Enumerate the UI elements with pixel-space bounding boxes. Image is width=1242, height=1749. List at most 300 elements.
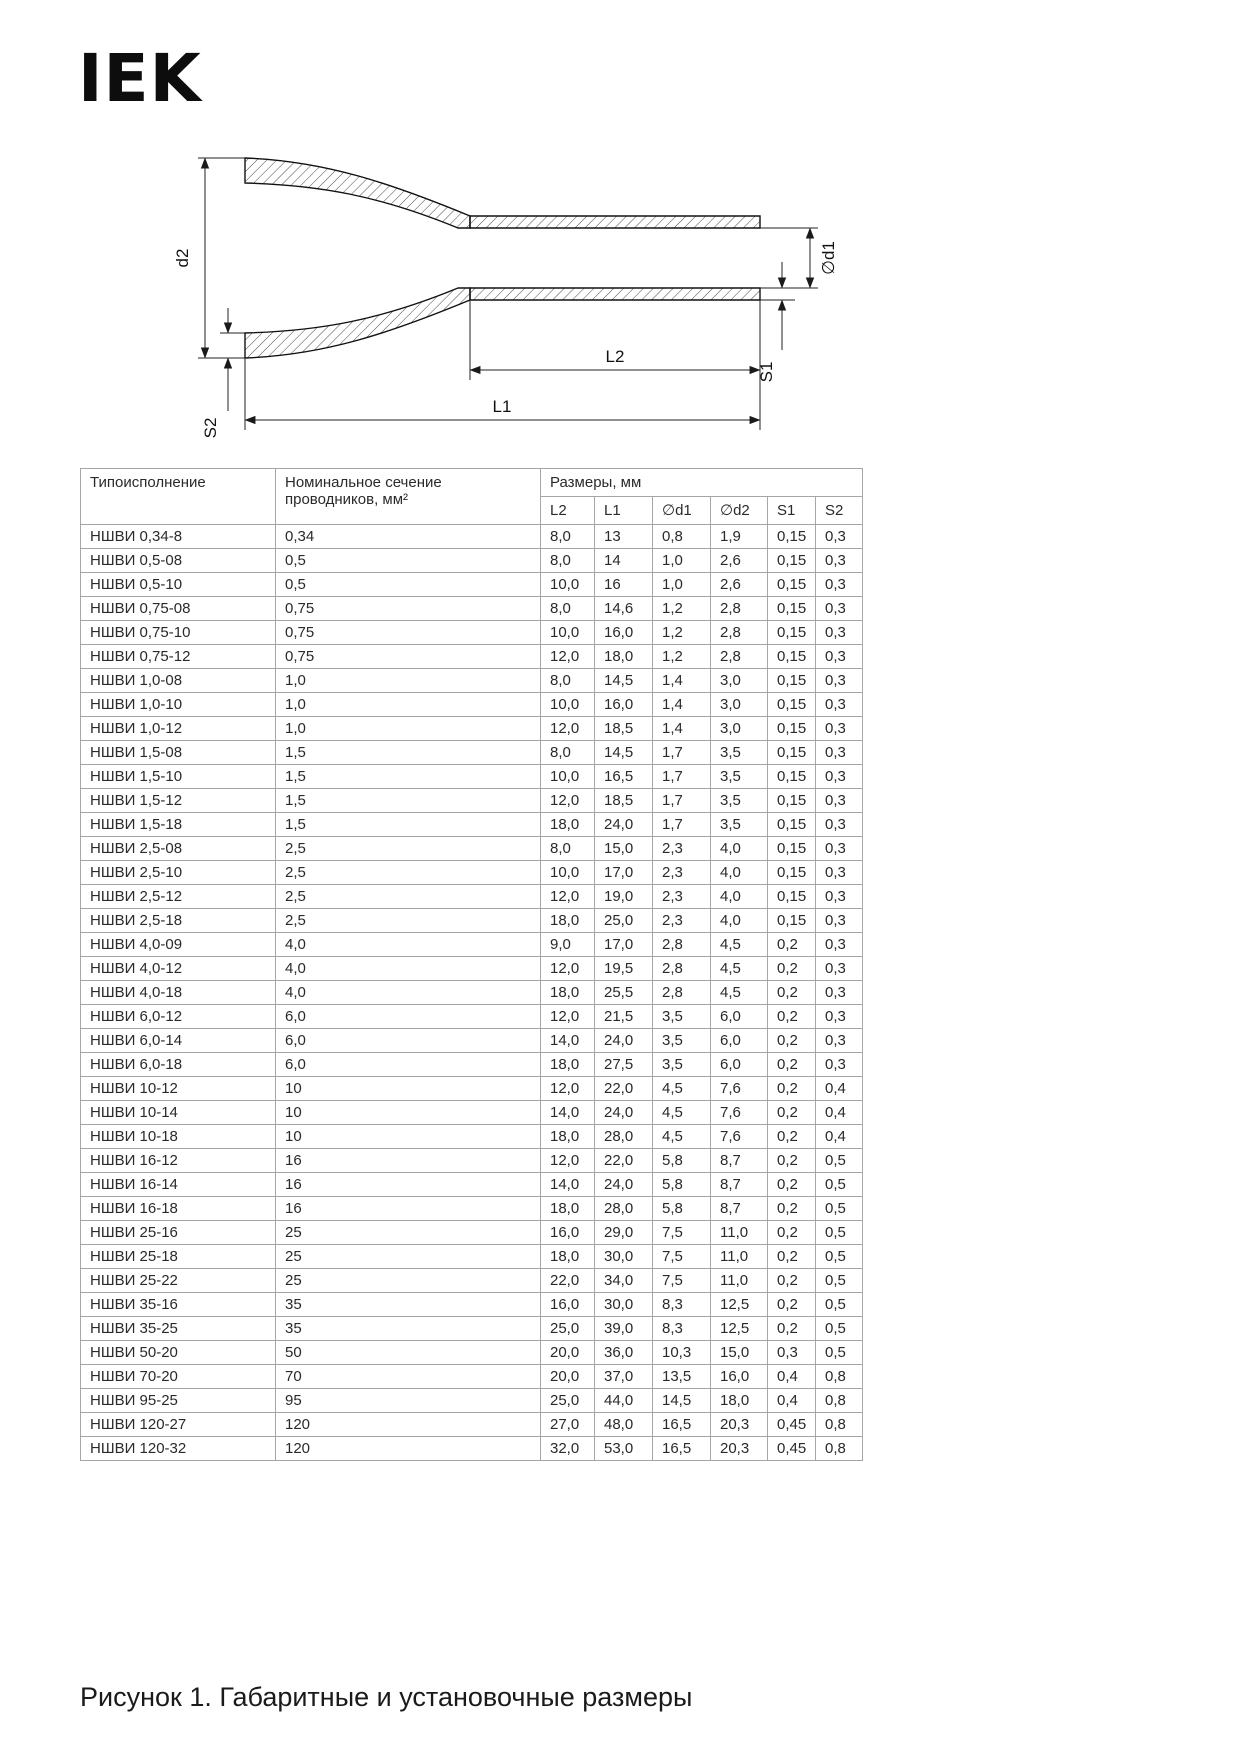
table-cell: 12,0	[541, 645, 595, 669]
table-cell: НШВИ 70-20	[81, 1365, 276, 1389]
table-cell: 0,3	[816, 789, 863, 813]
table-cell: 18,0	[541, 1197, 595, 1221]
figure-caption: Рисунок 1. Габаритные и установочные размеры	[80, 1682, 693, 1712]
table-cell: 12,0	[541, 1077, 595, 1101]
table-row	[81, 549, 863, 573]
table-cell: 0,5	[816, 1293, 863, 1317]
table-cell: 2,8	[711, 597, 768, 621]
table-cell: 18,0	[711, 1389, 768, 1413]
table-cell: 6,0	[276, 1053, 541, 1077]
table-cell: 8,0	[541, 669, 595, 693]
table-cell: 0,5	[816, 1317, 863, 1341]
table-cell: 10	[276, 1125, 541, 1149]
table-cell: 4,5	[653, 1101, 711, 1125]
header-d2: ∅d2	[711, 497, 768, 525]
table-cell: 2,5	[276, 909, 541, 933]
table-cell: 10,0	[541, 573, 595, 597]
table-cell: 0,15	[768, 525, 816, 549]
table-cell: 0,2	[768, 1269, 816, 1293]
table-cell: 4,5	[711, 957, 768, 981]
table-cell: 4,5	[711, 933, 768, 957]
table-cell: НШВИ 10-12	[81, 1077, 276, 1101]
table-cell: 25,0	[541, 1389, 595, 1413]
table-cell: 50	[276, 1341, 541, 1365]
dim-label-s1: S1	[757, 361, 776, 383]
table-cell: 3,5	[711, 813, 768, 837]
table-cell: 0,75	[276, 621, 541, 645]
table-cell: 4,0	[276, 957, 541, 981]
table-row	[81, 1149, 863, 1173]
table-cell: 0,45	[768, 1437, 816, 1461]
table-cell: 0,2	[768, 1077, 816, 1101]
table-row	[81, 765, 863, 789]
table-cell: 7,5	[653, 1269, 711, 1293]
table-cell: 16,0	[711, 1365, 768, 1389]
table-cell: 1,0	[653, 549, 711, 573]
table-cell: 8,7	[711, 1149, 768, 1173]
table-cell: 20,0	[541, 1341, 595, 1365]
table-cell: 6,0	[711, 1053, 768, 1077]
table-cell: 8,0	[541, 525, 595, 549]
table-cell: 0,75	[276, 597, 541, 621]
table-cell: 24,0	[595, 813, 653, 837]
table-cell: 1,7	[653, 813, 711, 837]
table-cell: 7,6	[711, 1101, 768, 1125]
table-cell: 19,0	[595, 885, 653, 909]
table-cell: 1,2	[653, 621, 711, 645]
table-cell: 0,45	[768, 1413, 816, 1437]
table-cell: 0,2	[768, 981, 816, 1005]
table-cell: НШВИ 4,0-09	[81, 933, 276, 957]
table-cell: НШВИ 35-16	[81, 1293, 276, 1317]
table-cell: 0,3	[816, 933, 863, 957]
table-cell: НШВИ 1,5-08	[81, 741, 276, 765]
table-cell: 0,15	[768, 717, 816, 741]
header-type: Типоисполнение	[81, 469, 276, 525]
table-cell: 0,2	[768, 1125, 816, 1149]
table-cell: 0,3	[816, 573, 863, 597]
table-cell: 3,5	[711, 789, 768, 813]
table-head	[81, 469, 863, 525]
table-cell: 11,0	[711, 1221, 768, 1245]
table-cell: 1,7	[653, 789, 711, 813]
table-cell: 16,0	[595, 693, 653, 717]
table-cell: 27,5	[595, 1053, 653, 1077]
table-cell: НШВИ 120-27	[81, 1413, 276, 1437]
table-cell: 32,0	[541, 1437, 595, 1461]
table-cell: НШВИ 6,0-18	[81, 1053, 276, 1077]
table-cell: 1,2	[653, 597, 711, 621]
table-cell: НШВИ 1,5-10	[81, 765, 276, 789]
table-row	[81, 1317, 863, 1341]
table-cell: 5,8	[653, 1173, 711, 1197]
table-cell: 20,3	[711, 1413, 768, 1437]
table-row	[81, 861, 863, 885]
table-cell: 20,3	[711, 1437, 768, 1461]
table-row	[81, 813, 863, 837]
table-row	[81, 789, 863, 813]
table-cell: 4,5	[653, 1125, 711, 1149]
table-cell: 14	[595, 549, 653, 573]
table-cell: 37,0	[595, 1365, 653, 1389]
table-cell: 24,0	[595, 1029, 653, 1053]
table-cell: 0,4	[816, 1125, 863, 1149]
table-cell: 11,0	[711, 1245, 768, 1269]
table-cell: 5,8	[653, 1149, 711, 1173]
table-cell: 0,2	[768, 1005, 816, 1029]
table-cell: НШВИ 35-25	[81, 1317, 276, 1341]
table-cell: 0,3	[816, 597, 863, 621]
table-cell: НШВИ 16-14	[81, 1173, 276, 1197]
table-cell: 22,0	[595, 1149, 653, 1173]
table-cell: НШВИ 0,75-12	[81, 645, 276, 669]
table-cell: 48,0	[595, 1413, 653, 1437]
table-cell: 25	[276, 1269, 541, 1293]
table-cell: 0,3	[816, 693, 863, 717]
table-cell: НШВИ 4,0-18	[81, 981, 276, 1005]
table-cell: 1,0	[276, 693, 541, 717]
table-cell: 1,4	[653, 693, 711, 717]
table-cell: 1,4	[653, 669, 711, 693]
table-cell: 0,3	[816, 957, 863, 981]
table-cell: 0,4	[768, 1389, 816, 1413]
table-cell: 0,3	[816, 861, 863, 885]
table-row	[81, 1053, 863, 1077]
table-row	[81, 1341, 863, 1365]
table-cell: 0,15	[768, 549, 816, 573]
table-cell: 0,3	[816, 1053, 863, 1077]
table-cell: 2,8	[711, 645, 768, 669]
table-cell: 2,3	[653, 837, 711, 861]
table-cell: 0,5	[816, 1173, 863, 1197]
table-cell: 14,5	[595, 669, 653, 693]
table-cell: НШВИ 120-32	[81, 1437, 276, 1461]
table-cell: 1,0	[653, 573, 711, 597]
table-row	[81, 1173, 863, 1197]
table-row	[81, 1389, 863, 1413]
table-cell: НШВИ 1,5-18	[81, 813, 276, 837]
table-cell: 0,3	[816, 669, 863, 693]
table-cell: 0,3	[816, 981, 863, 1005]
table-cell: 0,3	[816, 813, 863, 837]
table-row	[81, 957, 863, 981]
table-cell: 29,0	[595, 1221, 653, 1245]
table-cell: 14,6	[595, 597, 653, 621]
table-cell: 5,8	[653, 1197, 711, 1221]
table-cell: 25	[276, 1245, 541, 1269]
table-cell: 7,6	[711, 1125, 768, 1149]
table-cell: 0,3	[816, 885, 863, 909]
table-cell: 35	[276, 1317, 541, 1341]
table-cell: 28,0	[595, 1197, 653, 1221]
table-cell: 12,0	[541, 717, 595, 741]
table-cell: 12,5	[711, 1293, 768, 1317]
tube-top-wall	[470, 216, 760, 228]
table-cell: 8,7	[711, 1173, 768, 1197]
table-cell: 18,0	[541, 981, 595, 1005]
table-cell: 6,0	[711, 1029, 768, 1053]
table-cell: 0,15	[768, 789, 816, 813]
table-cell: 0,15	[768, 861, 816, 885]
table-cell: 11,0	[711, 1269, 768, 1293]
table-row	[81, 1005, 863, 1029]
table-row	[81, 1293, 863, 1317]
table-row	[81, 1221, 863, 1245]
table-cell: 3,0	[711, 669, 768, 693]
table-row	[81, 837, 863, 861]
table-cell: 10,0	[541, 693, 595, 717]
table-row	[81, 909, 863, 933]
table-cell: 1,5	[276, 765, 541, 789]
table-cell: 16,0	[541, 1293, 595, 1317]
table-cell: 0,2	[768, 1317, 816, 1341]
table-row	[81, 693, 863, 717]
table-cell: 0,34	[276, 525, 541, 549]
header-section: Номинальное сечение проводников, мм²	[276, 469, 541, 525]
table-cell: 0,8	[653, 525, 711, 549]
table-cell: 4,0	[711, 909, 768, 933]
table-cell: 8,0	[541, 741, 595, 765]
table-row	[81, 1125, 863, 1149]
table-cell: 0,2	[768, 1029, 816, 1053]
table-cell: НШВИ 4,0-12	[81, 957, 276, 981]
table-cell: 2,5	[276, 861, 541, 885]
table-cell: 0,2	[768, 957, 816, 981]
table-cell: 0,3	[816, 909, 863, 933]
table-cell: НШВИ 2,5-10	[81, 861, 276, 885]
table-cell: 0,8	[816, 1413, 863, 1437]
table-row	[81, 1077, 863, 1101]
table-row	[81, 717, 863, 741]
table-cell: 0,15	[768, 837, 816, 861]
table-cell: 0,15	[768, 621, 816, 645]
table-cell: 1,0	[276, 717, 541, 741]
table-cell: 0,3	[816, 645, 863, 669]
table-cell: НШВИ 25-22	[81, 1269, 276, 1293]
table-cell: 7,6	[711, 1077, 768, 1101]
table-cell: 16,5	[653, 1413, 711, 1437]
table-cell: 0,5	[816, 1197, 863, 1221]
table-cell: 18,0	[541, 1125, 595, 1149]
table-cell: 1,7	[653, 765, 711, 789]
table-cell: 36,0	[595, 1341, 653, 1365]
table-cell: 2,6	[711, 549, 768, 573]
table-cell: 13,5	[653, 1365, 711, 1389]
table-cell: 30,0	[595, 1293, 653, 1317]
table-cell: 4,0	[711, 861, 768, 885]
table-cell: 25	[276, 1221, 541, 1245]
table-cell: 4,5	[653, 1077, 711, 1101]
table-row	[81, 621, 863, 645]
table-cell: 17,0	[595, 861, 653, 885]
table-cell: 8,0	[541, 549, 595, 573]
table-cell: НШВИ 10-14	[81, 1101, 276, 1125]
header-d1: ∅d1	[653, 497, 711, 525]
table-cell: 0,4	[768, 1365, 816, 1389]
dim-label-l2: L2	[605, 347, 625, 366]
table-cell: 2,3	[653, 885, 711, 909]
table-cell: 14,0	[541, 1029, 595, 1053]
table-cell: 18,5	[595, 789, 653, 813]
table-cell: 0,15	[768, 741, 816, 765]
table-cell: 1,9	[711, 525, 768, 549]
table-cell: 30,0	[595, 1245, 653, 1269]
table-cell: 25,0	[541, 1317, 595, 1341]
table-cell: 12,0	[541, 1005, 595, 1029]
table-cell: 12,0	[541, 957, 595, 981]
table-cell: 18,0	[541, 909, 595, 933]
table-cell: 0,4	[816, 1101, 863, 1125]
header-sizes: Размеры, мм	[541, 469, 863, 497]
table-cell: 17,0	[595, 933, 653, 957]
table-cell: НШВИ 10-18	[81, 1125, 276, 1149]
table-row	[81, 933, 863, 957]
table-cell: 14,0	[541, 1101, 595, 1125]
table-cell: 1,0	[276, 669, 541, 693]
table-cell: 18,0	[541, 1245, 595, 1269]
ferrule-dimension-drawing	[150, 128, 850, 458]
table-header-row-1	[81, 469, 863, 497]
header-l1: L1	[595, 497, 653, 525]
table-row	[81, 1101, 863, 1125]
table-cell: 0,2	[768, 1293, 816, 1317]
table-cell: 18,0	[595, 645, 653, 669]
table-cell: НШВИ 2,5-18	[81, 909, 276, 933]
table-cell: 0,2	[768, 1173, 816, 1197]
table-cell: 16	[276, 1149, 541, 1173]
table-cell: 16,0	[541, 1221, 595, 1245]
table-cell: 2,5	[276, 837, 541, 861]
table-cell: 120	[276, 1437, 541, 1461]
table-cell: 0,8	[816, 1437, 863, 1461]
table-row	[81, 981, 863, 1005]
table-cell: 8,3	[653, 1317, 711, 1341]
table-cell: 14,5	[595, 741, 653, 765]
table-cell: 0,3	[816, 621, 863, 645]
dim-label-s2: S2	[201, 417, 220, 439]
table-cell: 3,5	[711, 741, 768, 765]
table-cell: НШВИ 1,0-12	[81, 717, 276, 741]
table-cell: 0,2	[768, 1101, 816, 1125]
table-cell: 34,0	[595, 1269, 653, 1293]
table-cell: 13	[595, 525, 653, 549]
table-cell: 0,3	[816, 765, 863, 789]
table-cell: 0,2	[768, 1053, 816, 1077]
table-row	[81, 885, 863, 909]
table-cell: 15,0	[711, 1341, 768, 1365]
table-row	[81, 525, 863, 549]
table-cell: 8,3	[653, 1293, 711, 1317]
table-cell: 7,5	[653, 1245, 711, 1269]
table-cell: 0,2	[768, 1221, 816, 1245]
table-row	[81, 597, 863, 621]
table-cell: 2,8	[653, 933, 711, 957]
table-cell: 16	[276, 1173, 541, 1197]
table-cell: 0,3	[816, 549, 863, 573]
table-cell: 10	[276, 1101, 541, 1125]
table-cell: 0,15	[768, 765, 816, 789]
table-cell: 8,0	[541, 837, 595, 861]
table-cell: 0,75	[276, 645, 541, 669]
table-row	[81, 645, 863, 669]
table-row	[81, 669, 863, 693]
table-cell: 15,0	[595, 837, 653, 861]
table-cell: НШВИ 0,34-8	[81, 525, 276, 549]
table-cell: 0,8	[816, 1389, 863, 1413]
table-cell: 8,7	[711, 1197, 768, 1221]
table-cell: 39,0	[595, 1317, 653, 1341]
table-cell: 27,0	[541, 1413, 595, 1437]
table-cell: 4,0	[276, 933, 541, 957]
table-cell: 0,2	[768, 1149, 816, 1173]
table-cell: 2,8	[653, 981, 711, 1005]
table-cell: 22,0	[595, 1077, 653, 1101]
table-cell: 0,5	[816, 1269, 863, 1293]
table-row	[81, 1029, 863, 1053]
table-row	[81, 1245, 863, 1269]
table-cell: 70	[276, 1365, 541, 1389]
table-row	[81, 1437, 863, 1461]
table-cell: 20,0	[541, 1365, 595, 1389]
table-cell: НШВИ 25-18	[81, 1245, 276, 1269]
table-cell: 28,0	[595, 1125, 653, 1149]
table-cell: 10,3	[653, 1341, 711, 1365]
table-cell: 53,0	[595, 1437, 653, 1461]
table-cell: 0,15	[768, 645, 816, 669]
table-cell: 16	[276, 1197, 541, 1221]
table-cell: НШВИ 2,5-08	[81, 837, 276, 861]
table-cell: НШВИ 1,0-10	[81, 693, 276, 717]
table-cell: 25,5	[595, 981, 653, 1005]
table-cell: 3,0	[711, 717, 768, 741]
table-cell: 1,5	[276, 741, 541, 765]
table-row	[81, 741, 863, 765]
table-cell: 12,0	[541, 789, 595, 813]
table-cell: 0,15	[768, 885, 816, 909]
table-cell: 12,5	[711, 1317, 768, 1341]
table-cell: 0,4	[816, 1077, 863, 1101]
table-cell: 0,2	[768, 933, 816, 957]
table-cell: 1,2	[653, 645, 711, 669]
table-cell: НШВИ 16-12	[81, 1149, 276, 1173]
table-cell: НШВИ 0,5-08	[81, 549, 276, 573]
table-cell: 0,3	[816, 837, 863, 861]
table-cell: 2,3	[653, 909, 711, 933]
dim-label-d1: ∅d1	[819, 241, 838, 275]
table-cell: 9,0	[541, 933, 595, 957]
table-body	[81, 525, 863, 1461]
table-cell: 14,0	[541, 1173, 595, 1197]
table-cell: 4,0	[711, 837, 768, 861]
table-cell: 4,5	[711, 981, 768, 1005]
table-cell: НШВИ 95-25	[81, 1389, 276, 1413]
table-cell: НШВИ 1,0-08	[81, 669, 276, 693]
table-cell: 3,5	[653, 1029, 711, 1053]
sleeve-bottom-wall	[245, 288, 470, 358]
table-cell: 18,0	[541, 1053, 595, 1077]
table-cell: 2,8	[653, 957, 711, 981]
ferrule-cross-section	[245, 158, 760, 358]
table-cell: НШВИ 6,0-14	[81, 1029, 276, 1053]
table-row	[81, 1197, 863, 1221]
iek-logo: IEK	[78, 40, 202, 117]
table-cell: 2,6	[711, 573, 768, 597]
tube-bottom-wall	[470, 288, 760, 300]
sleeve-top-wall	[245, 158, 470, 228]
dim-label-d2: d2	[173, 248, 192, 268]
dimensions-table	[80, 468, 863, 1461]
table-cell: НШВИ 1,5-12	[81, 789, 276, 813]
